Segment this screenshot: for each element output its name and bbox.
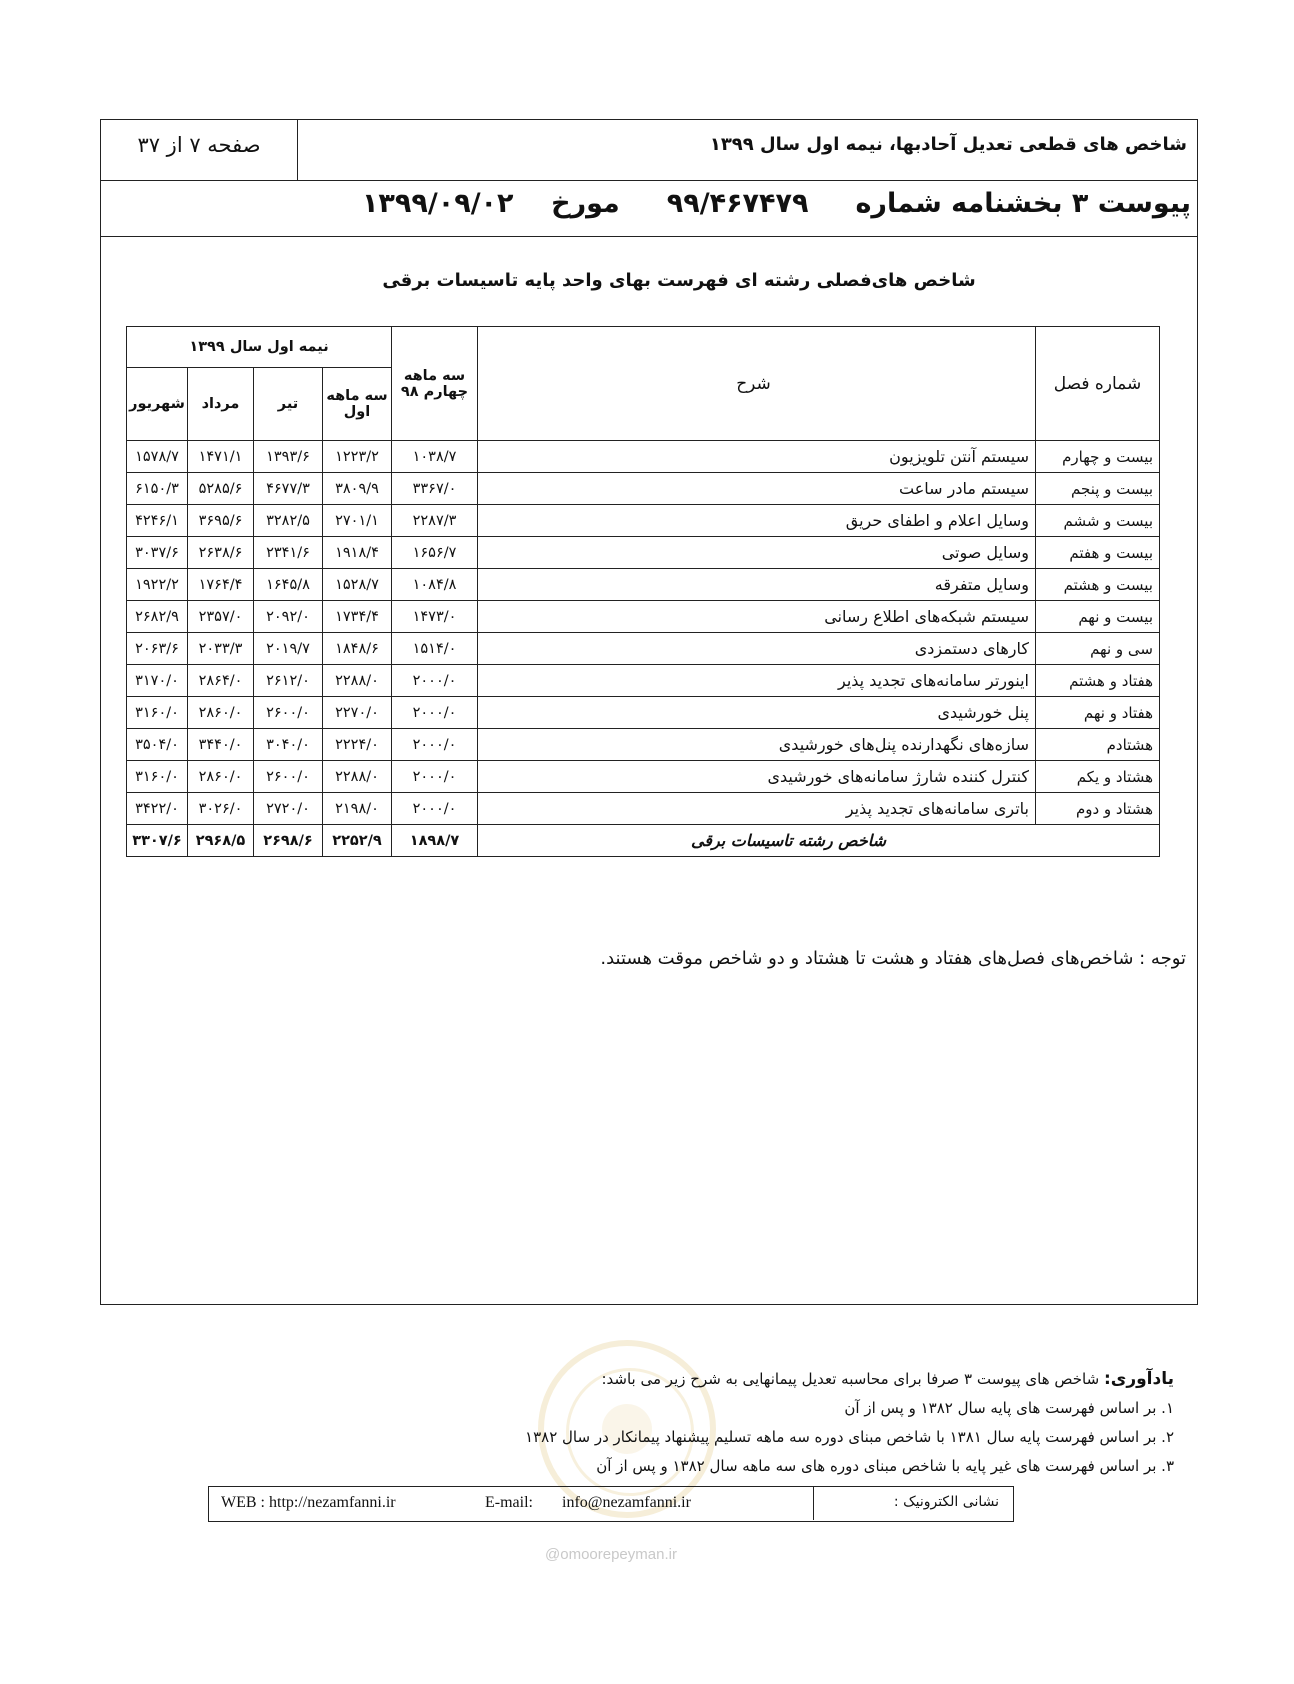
reminder-item-2: ۲. بر اساس فهرست پایه سال ۱۳۸۱ با شاخص مبنای دوره سه ماهه تسلیم پیشنهاد پیمانکار در سال ۱۳۸۲ [525, 1428, 1174, 1446]
col-q4-line2: چهارم ۹۸ [400, 383, 469, 400]
cell-section: بیست و نهم [1036, 601, 1160, 633]
col-q1-99 [323, 368, 392, 441]
website-link[interactable]: WEB : http://nezamfanni.ir [221, 1494, 396, 1511]
cell-q1-99: ۱۵۲۸/۷ [323, 569, 392, 601]
cell-shahrivar: ۲۶۸۲/۹ [127, 601, 188, 633]
cell-tir: ۲۶۰۰/۰ [254, 761, 323, 793]
table-subtitle: شاخص های‌فصلی رشته ای فهرست بهای واحد پایه تاسیسات برقی [382, 270, 976, 291]
cell-shahrivar: ۶۱۵۰/۳ [127, 473, 188, 505]
total-q1-99: ۲۲۵۲/۹ [323, 825, 392, 857]
provisional-note: توجه : شاخص‌های فصل‌های هفتاد و هشت تا هشتاد و دو شاخص موقت هستند. [600, 948, 1186, 969]
cell-shahrivar: ۳۴۲۲/۰ [127, 793, 188, 825]
table-body [127, 441, 1160, 857]
reminder-intro [525, 1365, 1174, 1394]
col-description: شرح [478, 327, 1036, 441]
col-q4-line1: سه ماهه [403, 367, 466, 384]
table-row [127, 729, 1160, 761]
cell-q4-98: ۲۰۰۰/۰ [392, 793, 478, 825]
cell-section: بیست و ششم [1036, 505, 1160, 537]
cell-q4-98: ۲۰۰۰/۰ [392, 761, 478, 793]
cell-section: هفتاد و هشتم [1036, 665, 1160, 697]
cell-section: بیست و هفتم [1036, 537, 1160, 569]
cell-q4-98: ۱۰۳۸/۷ [392, 441, 478, 473]
cell-tir: ۲۶۱۲/۰ [254, 665, 323, 697]
cell-mordad: ۲۸۶۰/۰ [188, 761, 254, 793]
cell-tir: ۴۶۷۷/۳ [254, 473, 323, 505]
cell-section: هشتادم [1036, 729, 1160, 761]
index-table [126, 326, 1160, 857]
cell-section: بیست و هشتم [1036, 569, 1160, 601]
col-tir: تیر [254, 368, 323, 441]
cell-q1-99: ۱۹۱۸/۴ [323, 537, 392, 569]
cell-q4-98: ۳۳۶۷/۰ [392, 473, 478, 505]
cell-description: وسایل اعلام و اطفای حریق [478, 505, 1036, 537]
circular-label: پیوست ۳ بخشنامه شماره [855, 188, 1191, 219]
cell-description: کنترل کننده شارژ سامانه‌های خورشیدی [478, 761, 1036, 793]
table-row [127, 761, 1160, 793]
cell-shahrivar: ۱۵۷۸/۷ [127, 441, 188, 473]
cell-mordad: ۳۴۴۰/۰ [188, 729, 254, 761]
cell-q1-99: ۲۲۷۰/۰ [323, 697, 392, 729]
cell-section: بیست و چهارم [1036, 441, 1160, 473]
cell-q4-98: ۱۶۵۶/۷ [392, 537, 478, 569]
cell-q1-99: ۲۱۹۸/۰ [323, 793, 392, 825]
cell-q4-98: ۲۰۰۰/۰ [392, 697, 478, 729]
header-top-row [101, 120, 1197, 181]
page-number-box [101, 120, 298, 180]
circular-number: ۹۹/۴۶۷۴۷۹ [666, 188, 809, 219]
cell-shahrivar: ۳۰۳۷/۶ [127, 537, 188, 569]
cell-tir: ۲۰۹۲/۰ [254, 601, 323, 633]
cell-q1-99: ۲۷۰۱/۱ [323, 505, 392, 537]
cell-description: کارهای دستمزدی [478, 633, 1036, 665]
cell-mordad: ۳۰۲۶/۰ [188, 793, 254, 825]
cell-q1-99: ۱۲۲۳/۲ [323, 441, 392, 473]
col-mordad: مرداد [188, 368, 254, 441]
cell-tir: ۲۷۲۰/۰ [254, 793, 323, 825]
cell-section: هشتاد و دوم [1036, 793, 1160, 825]
cell-mordad: ۳۶۹۵/۶ [188, 505, 254, 537]
cell-q4-98: ۱۵۱۴/۰ [392, 633, 478, 665]
cell-tir: ۳۲۸۲/۵ [254, 505, 323, 537]
total-mordad: ۲۹۶۸/۵ [188, 825, 254, 857]
cell-q4-98: ۱۴۷۳/۰ [392, 601, 478, 633]
cell-q1-99: ۳۸۰۹/۹ [323, 473, 392, 505]
cell-q1-99: ۱۸۴۸/۶ [323, 633, 392, 665]
cell-description: اینورتر سامانه‌های تجدید پذیر [478, 665, 1036, 697]
table-row [127, 505, 1160, 537]
cell-mordad: ۲۳۵۷/۰ [188, 601, 254, 633]
col-q1-line1: سه ماهه [326, 388, 388, 404]
table-row [127, 537, 1160, 569]
cell-tir: ۳۰۴۰/۰ [254, 729, 323, 761]
document-title: شاخص های قطعی تعدیل آحادبها، نیمه اول سال ۱۳۹۹ [709, 134, 1187, 155]
cell-tir: ۲۳۴۱/۶ [254, 537, 323, 569]
cell-shahrivar: ۳۵۰۴/۰ [127, 729, 188, 761]
cell-section: سی و نهم [1036, 633, 1160, 665]
col-shahrivar: شهریور [127, 368, 188, 441]
cell-description: وسایل صوتی [478, 537, 1036, 569]
table-row [127, 569, 1160, 601]
cell-tir: ۲۶۰۰/۰ [254, 697, 323, 729]
cell-description: سازه‌های نگهدارنده پنل‌های خورشیدی [478, 729, 1036, 761]
page-number: صفحه ۷ از ۳۷ [137, 133, 261, 157]
cell-mordad: ۲۸۶۰/۰ [188, 697, 254, 729]
cell-tir: ۲۰۱۹/۷ [254, 633, 323, 665]
col-section-number: شماره فصل [1036, 327, 1160, 441]
cell-mordad: ۱۴۷۱/۱ [188, 441, 254, 473]
cell-q4-98: ۱۰۸۴/۸ [392, 569, 478, 601]
cell-description: پنل خورشیدی [478, 697, 1036, 729]
cell-section: هفتاد و نهم [1036, 697, 1160, 729]
total-q4-98: ۱۸۹۸/۷ [392, 825, 478, 857]
cell-description: سیستم مادر ساعت [478, 473, 1036, 505]
cell-shahrivar: ۱۹۲۲/۲ [127, 569, 188, 601]
table-row [127, 665, 1160, 697]
reminder-label: یادآوری: [1103, 1369, 1174, 1389]
cell-shahrivar: ۳۱۶۰/۰ [127, 761, 188, 793]
cell-q1-99: ۲۲۸۸/۰ [323, 761, 392, 793]
cell-shahrivar: ۲۰۶۳/۶ [127, 633, 188, 665]
cell-mordad: ۵۲۸۵/۶ [188, 473, 254, 505]
cell-description: سیستم شبکه‌های اطلاع رسانی [478, 601, 1036, 633]
cell-shahrivar: ۴۲۴۶/۱ [127, 505, 188, 537]
table-row [127, 473, 1160, 505]
cell-section: هشتاد و یکم [1036, 761, 1160, 793]
table-total-row [127, 825, 1160, 857]
contact-label: نشانی الکترونیک : [813, 1487, 1013, 1520]
table-row [127, 697, 1160, 729]
cell-q1-99: ۱۷۳۴/۴ [323, 601, 392, 633]
total-tir: ۲۶۹۸/۶ [254, 825, 323, 857]
cell-section: بیست و پنجم [1036, 473, 1160, 505]
cell-q4-98: ۲۲۸۷/۳ [392, 505, 478, 537]
table-row [127, 441, 1160, 473]
total-description: شاخص رشته تاسیسات برقی [478, 825, 1160, 857]
cell-q4-98: ۲۰۰۰/۰ [392, 729, 478, 761]
watermark-text: @omoorepeyman.ir [545, 1546, 677, 1563]
cell-mordad: ۲۰۳۳/۳ [188, 633, 254, 665]
cell-q1-99: ۲۲۲۴/۰ [323, 729, 392, 761]
email-link[interactable]: info@nezamfanni.ir [562, 1494, 691, 1511]
footer-reminder [525, 1365, 1174, 1481]
cell-tir: ۱۳۹۳/۶ [254, 441, 323, 473]
cell-description: باتری سامانه‌های تجدید پذیر [478, 793, 1036, 825]
date-label: مورخ [551, 188, 620, 219]
group-header-first-half: نیمه اول سال ۱۳۹۹ [127, 327, 392, 368]
table-row [127, 601, 1160, 633]
reminder-item-1: ۱. بر اساس فهرست های پایه سال ۱۳۸۲ و پس از آن [844, 1399, 1174, 1417]
col-q1-line2: اول [343, 404, 371, 420]
cell-tir: ۱۶۴۵/۸ [254, 569, 323, 601]
total-shahrivar: ۳۳۰۷/۶ [127, 825, 188, 857]
date-value: ۱۳۹۹/۰۹/۰۲ [361, 188, 514, 219]
cell-description: وسایل متفرقه [478, 569, 1036, 601]
table-row [127, 793, 1160, 825]
reminder-item-3: ۳. بر اساس فهرست های غیر پایه با شاخص مبنای دوره های سه ماهه سال ۱۳۸۲ و پس از آن [596, 1457, 1174, 1475]
circular-reference [362, 188, 1191, 219]
contact-box [208, 1486, 1014, 1522]
cell-mordad: ۲۶۳۸/۶ [188, 537, 254, 569]
cell-shahrivar: ۳۱۷۰/۰ [127, 665, 188, 697]
header-circular-row [101, 180, 1197, 237]
cell-mordad: ۱۷۶۴/۴ [188, 569, 254, 601]
cell-q1-99: ۲۲۸۸/۰ [323, 665, 392, 697]
cell-description: سیستم آنتن تلویزیون [478, 441, 1036, 473]
reminder-text: شاخص های پیوست ۳ صرفا برای محاسبه تعدیل پیمانهایی به شرح زیر می باشد: [601, 1370, 1104, 1388]
col-q4-98 [392, 327, 478, 441]
cell-mordad: ۲۸۶۴/۰ [188, 665, 254, 697]
cell-q4-98: ۲۰۰۰/۰ [392, 665, 478, 697]
cell-shahrivar: ۳۱۶۰/۰ [127, 697, 188, 729]
email-label: E-mail: [485, 1494, 533, 1511]
table-row [127, 633, 1160, 665]
